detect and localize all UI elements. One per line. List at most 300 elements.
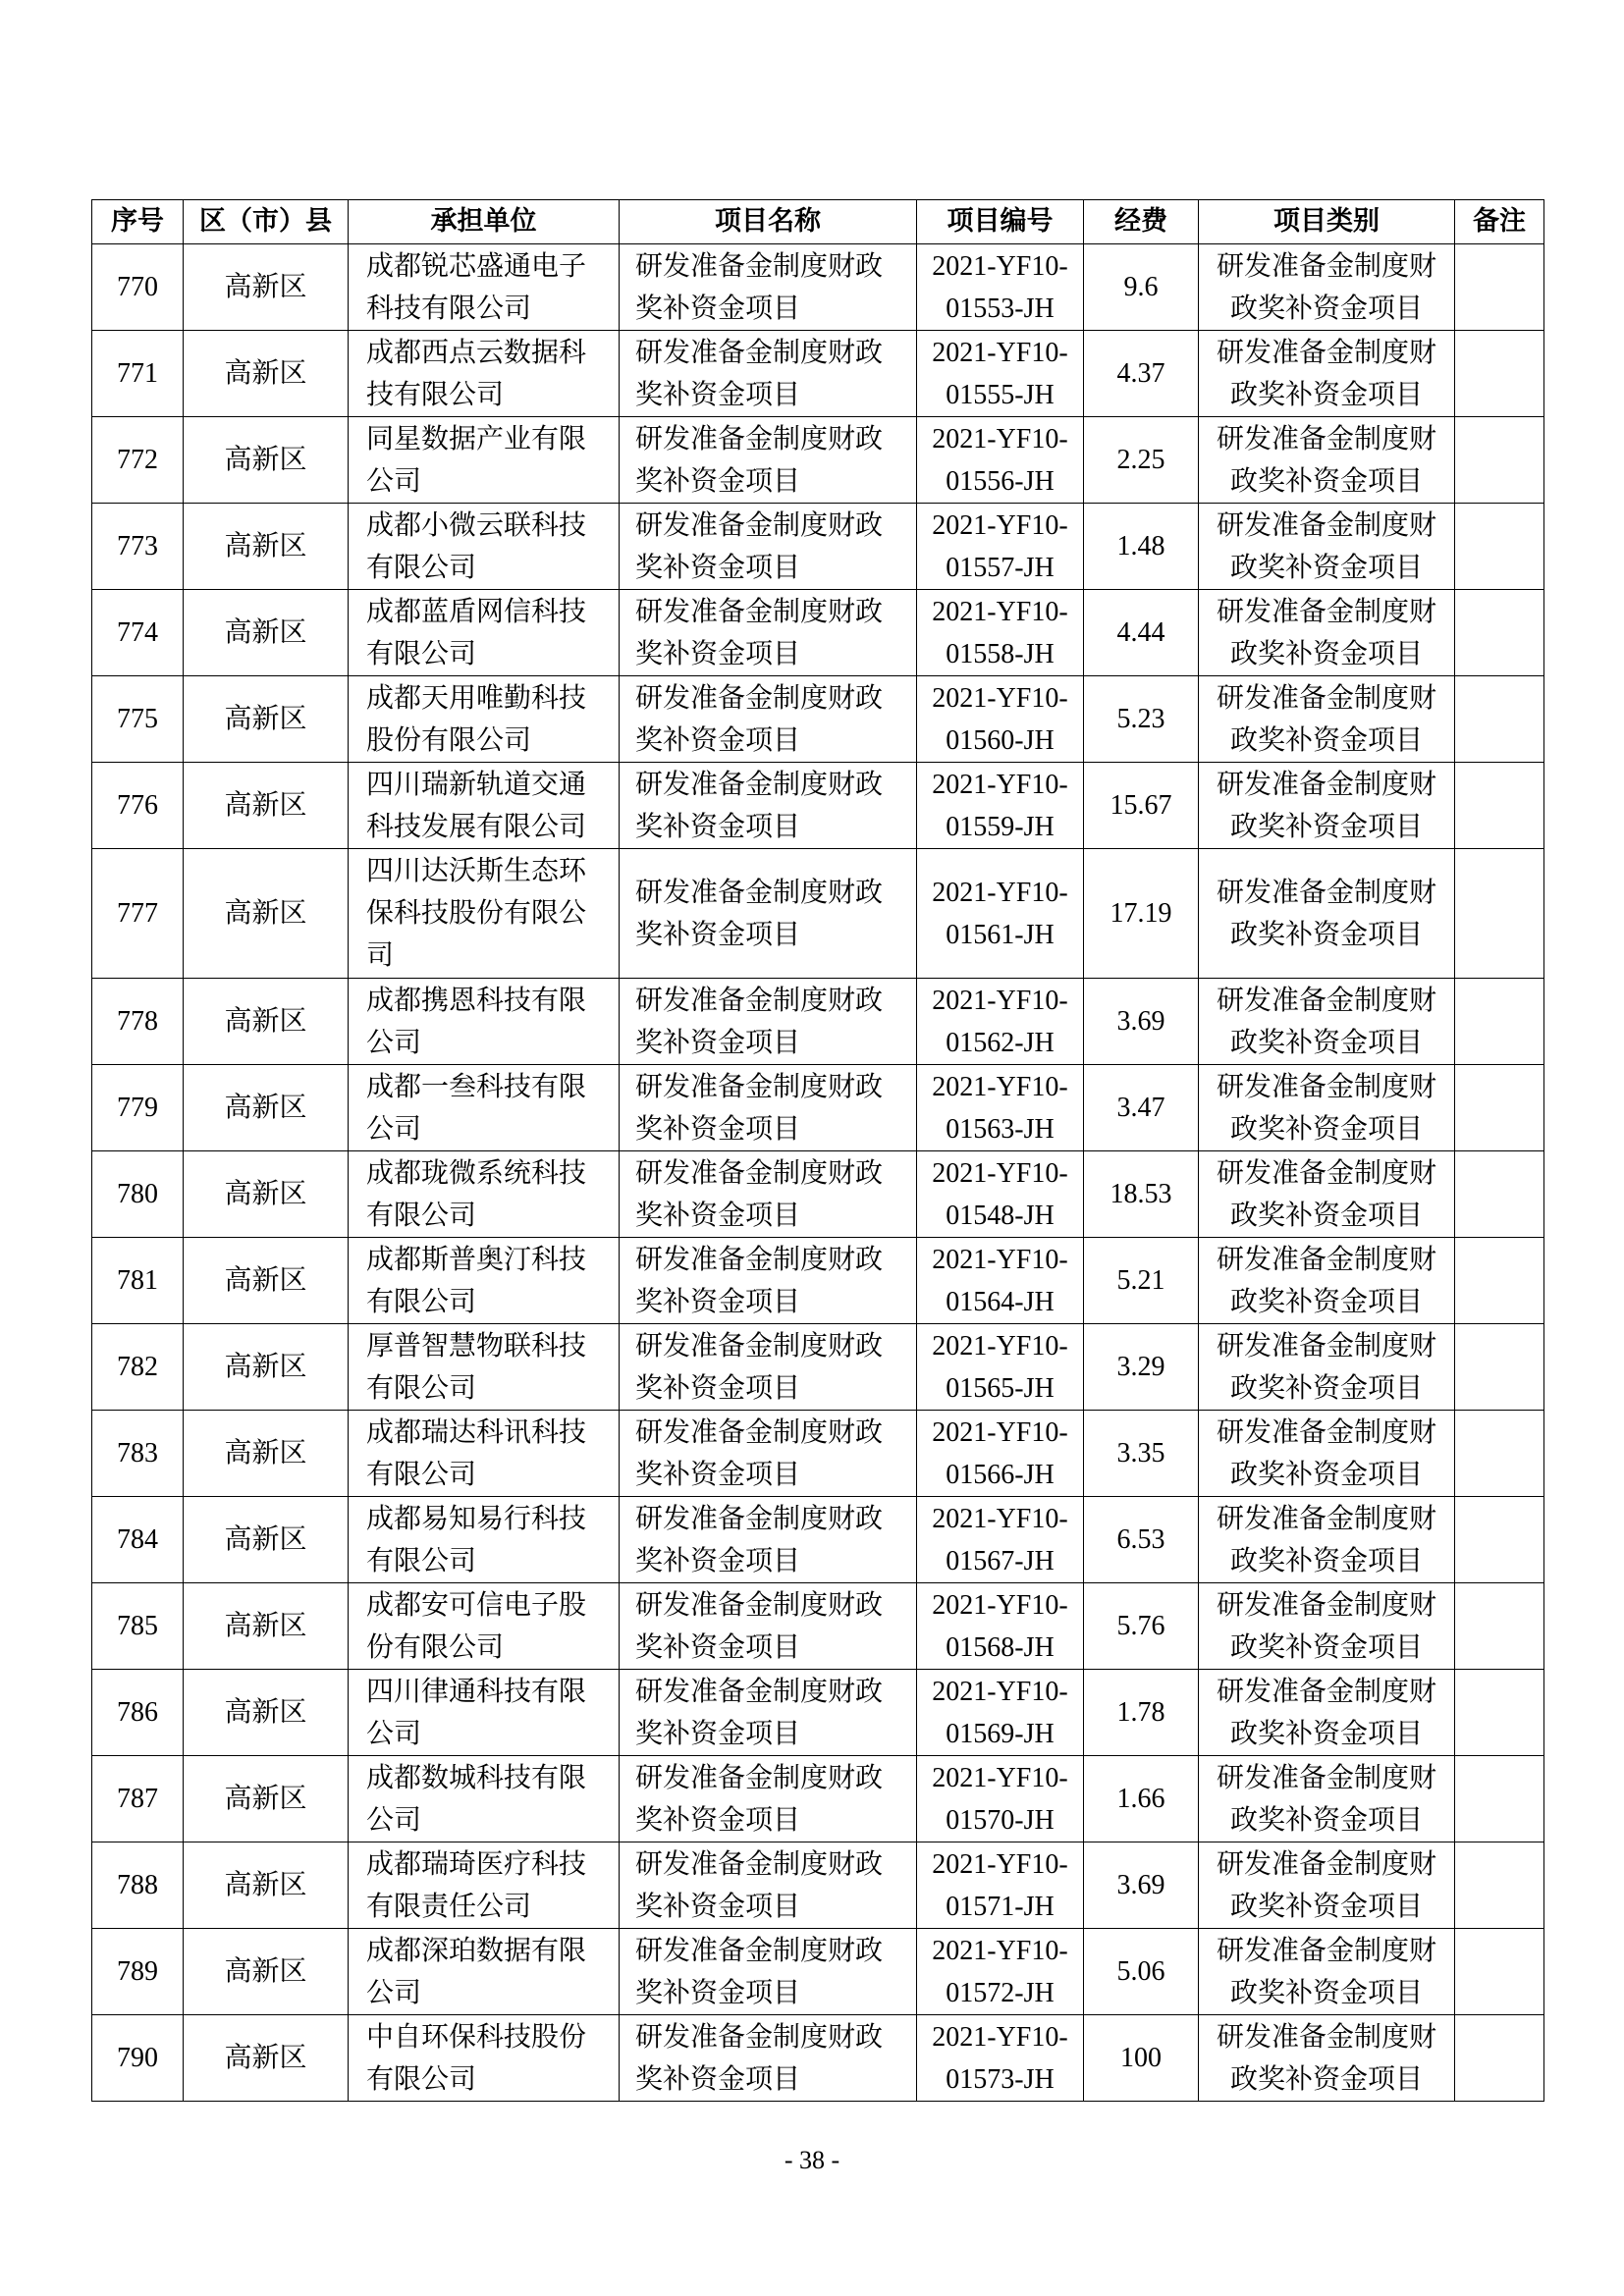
cell-remark xyxy=(1455,979,1544,1065)
cell-unit xyxy=(349,1238,620,1324)
cell-category xyxy=(1199,1756,1455,1842)
header-project-code: 项目编号 xyxy=(917,200,1084,244)
cell-serial: 774 xyxy=(92,590,184,676)
cell-funding: 1.78 xyxy=(1084,1670,1199,1756)
table-row xyxy=(92,1842,1544,1929)
cell-remark xyxy=(1455,1411,1544,1497)
cell-category-line: 研发准备金制度财 xyxy=(1216,1330,1436,1362)
cell-category xyxy=(1199,1670,1455,1756)
cell-remark xyxy=(1455,676,1544,763)
cell-project-code-line: 01561-JH xyxy=(946,919,1055,950)
cell-project-name-line: 奖补资金项目 xyxy=(635,811,801,842)
cell-serial: 770 xyxy=(92,244,184,331)
cell-project-code xyxy=(917,244,1084,331)
cell-project-name xyxy=(620,1670,917,1756)
cell-project-name-line: 奖补资金项目 xyxy=(635,379,801,410)
cell-category xyxy=(1199,849,1455,979)
cell-project-name-line: 研发准备金制度财政 xyxy=(635,596,884,627)
cell-district: 高新区 xyxy=(184,1929,349,2015)
cell-project-code xyxy=(917,1842,1084,1929)
table-row xyxy=(92,1929,1544,2015)
cell-category-line: 政奖补资金项目 xyxy=(1229,2063,1423,2095)
cell-project-name xyxy=(620,504,917,590)
header-row xyxy=(92,200,1544,244)
cell-project-code-line: 01567-JH xyxy=(946,1545,1055,1576)
cell-unit-line: 有限公司 xyxy=(366,638,477,669)
cell-project-name-line: 奖补资金项目 xyxy=(635,1200,801,1231)
cell-category-line: 政奖补资金项目 xyxy=(1229,552,1423,583)
cell-project-code xyxy=(917,1583,1084,1670)
table-row xyxy=(92,417,1544,504)
cell-project-name-line: 研发准备金制度财政 xyxy=(635,1762,884,1793)
cell-project-code xyxy=(917,1065,1084,1151)
cell-project-name-line: 研发准备金制度财政 xyxy=(635,985,884,1016)
cell-category-line: 政奖补资金项目 xyxy=(1229,638,1423,669)
cell-project-code-line: 2021-YF10- xyxy=(932,1416,1068,1448)
cell-category-line: 研发准备金制度财 xyxy=(1216,1589,1436,1621)
cell-project-name-line: 奖补资金项目 xyxy=(635,293,801,324)
cell-unit-line: 成都小微云联科技 xyxy=(366,509,587,541)
cell-category-line: 政奖补资金项目 xyxy=(1229,1804,1423,1836)
cell-district: 高新区 xyxy=(184,849,349,979)
cell-unit xyxy=(349,244,620,331)
cell-project-code-line: 2021-YF10- xyxy=(932,509,1068,541)
cell-project-code xyxy=(917,417,1084,504)
cell-category-line: 研发准备金制度财 xyxy=(1216,423,1436,454)
cell-serial: 783 xyxy=(92,1411,184,1497)
cell-category-line: 政奖补资金项目 xyxy=(1229,811,1423,842)
cell-category-line: 政奖补资金项目 xyxy=(1229,379,1423,410)
cell-remark xyxy=(1455,1497,1544,1583)
cell-unit-line: 份有限公司 xyxy=(366,1631,505,1663)
cell-unit xyxy=(349,763,620,849)
cell-category xyxy=(1199,1497,1455,1583)
cell-project-name-line: 奖补资金项目 xyxy=(635,552,801,583)
cell-project-name-line: 奖补资金项目 xyxy=(635,919,801,950)
cell-category xyxy=(1199,1929,1455,2015)
cell-unit-line: 成都数城科技有限 xyxy=(366,1762,587,1793)
cell-district: 高新区 xyxy=(184,331,349,417)
cell-unit xyxy=(349,849,620,979)
cell-unit-line: 公司 xyxy=(366,1718,422,1749)
cell-district: 高新区 xyxy=(184,676,349,763)
cell-project-name xyxy=(620,979,917,1065)
cell-project-name-line: 研发准备金制度财政 xyxy=(635,1071,884,1102)
cell-project-name-line: 奖补资金项目 xyxy=(635,1027,801,1058)
table-row xyxy=(92,979,1544,1065)
cell-serial: 772 xyxy=(92,417,184,504)
cell-funding: 6.53 xyxy=(1084,1497,1199,1583)
cell-category-line: 研发准备金制度财 xyxy=(1216,2021,1436,2053)
cell-unit-line: 司 xyxy=(366,940,395,971)
cell-project-code xyxy=(917,590,1084,676)
cell-unit-line: 科技有限公司 xyxy=(366,293,532,324)
cell-project-name-line: 奖补资金项目 xyxy=(635,1113,801,1145)
cell-project-code xyxy=(917,1756,1084,1842)
cell-project-name-line: 研发准备金制度财政 xyxy=(635,769,884,800)
cell-project-code xyxy=(917,1151,1084,1238)
cell-category xyxy=(1199,590,1455,676)
cell-unit-line: 中自环保科技股份 xyxy=(366,2021,587,2053)
cell-project-name xyxy=(620,1842,917,1929)
cell-remark xyxy=(1455,1151,1544,1238)
cell-category-line: 研发准备金制度财 xyxy=(1216,250,1436,282)
cell-funding: 3.35 xyxy=(1084,1411,1199,1497)
cell-unit-line: 成都锐芯盛通电子 xyxy=(366,250,587,282)
cell-category-line: 研发准备金制度财 xyxy=(1216,682,1436,714)
table-row xyxy=(92,849,1544,979)
cell-unit xyxy=(349,504,620,590)
cell-project-code-line: 01558-JH xyxy=(946,638,1055,669)
cell-category-line: 政奖补资金项目 xyxy=(1229,1891,1423,1922)
cell-project-code-line: 2021-YF10- xyxy=(932,1330,1068,1362)
cell-project-code-line: 01562-JH xyxy=(946,1027,1055,1058)
cell-unit xyxy=(349,1324,620,1411)
cell-unit-line: 有限公司 xyxy=(366,1545,477,1576)
table-row xyxy=(92,1756,1544,1842)
cell-project-name-line: 奖补资金项目 xyxy=(635,1977,801,2008)
cell-remark xyxy=(1455,1238,1544,1324)
cell-project-name-line: 研发准备金制度财政 xyxy=(635,1589,884,1621)
cell-project-code xyxy=(917,1238,1084,1324)
cell-project-name-line: 研发准备金制度财政 xyxy=(635,423,884,454)
table-row xyxy=(92,590,1544,676)
cell-project-code-line: 01571-JH xyxy=(946,1891,1055,1922)
cell-remark xyxy=(1455,2015,1544,2102)
cell-project-name-line: 研发准备金制度财政 xyxy=(635,1935,884,1966)
cell-funding: 2.25 xyxy=(1084,417,1199,504)
cell-project-code-line: 01569-JH xyxy=(946,1718,1055,1749)
cell-unit-line: 厚普智慧物联科技 xyxy=(366,1330,587,1362)
cell-project-code xyxy=(917,1670,1084,1756)
table-row xyxy=(92,1670,1544,1756)
cell-project-code-line: 2021-YF10- xyxy=(932,985,1068,1016)
cell-project-name-line: 研发准备金制度财政 xyxy=(635,1848,884,1880)
cell-unit-line: 有限公司 xyxy=(366,2063,477,2095)
cell-project-name xyxy=(620,417,917,504)
cell-unit xyxy=(349,979,620,1065)
cell-project-name xyxy=(620,244,917,331)
table-row xyxy=(92,1324,1544,1411)
cell-remark xyxy=(1455,763,1544,849)
cell-serial: 781 xyxy=(92,1238,184,1324)
cell-category xyxy=(1199,331,1455,417)
cell-category-line: 研发准备金制度财 xyxy=(1216,1503,1436,1534)
cell-remark xyxy=(1455,331,1544,417)
cell-project-name-line: 奖补资金项目 xyxy=(635,724,801,756)
cell-project-code xyxy=(917,676,1084,763)
cell-project-code-line: 2021-YF10- xyxy=(932,2021,1068,2053)
cell-funding: 18.53 xyxy=(1084,1151,1199,1238)
cell-category-line: 研发准备金制度财 xyxy=(1216,1676,1436,1707)
cell-project-code xyxy=(917,1497,1084,1583)
cell-category xyxy=(1199,1324,1455,1411)
cell-category xyxy=(1199,979,1455,1065)
cell-project-code-line: 01556-JH xyxy=(946,465,1055,497)
cell-serial: 789 xyxy=(92,1929,184,2015)
header-funding: 经费 xyxy=(1084,200,1199,244)
cell-unit-line: 有限公司 xyxy=(366,1459,477,1490)
cell-project-name-line: 奖补资金项目 xyxy=(635,1804,801,1836)
table-row xyxy=(92,1151,1544,1238)
table-row xyxy=(92,1065,1544,1151)
cell-funding: 5.23 xyxy=(1084,676,1199,763)
table-row xyxy=(92,1583,1544,1670)
cell-category xyxy=(1199,417,1455,504)
cell-project-code-line: 2021-YF10- xyxy=(932,1503,1068,1534)
cell-project-name-line: 研发准备金制度财政 xyxy=(635,1244,884,1275)
cell-funding: 4.44 xyxy=(1084,590,1199,676)
cell-category-line: 政奖补资金项目 xyxy=(1229,1200,1423,1231)
cell-unit-line: 成都瑞琦医疗科技 xyxy=(366,1848,587,1880)
cell-project-name xyxy=(620,1497,917,1583)
cell-project-code-line: 2021-YF10- xyxy=(932,1244,1068,1275)
page-number: - 38 - xyxy=(784,2146,840,2174)
cell-project-name-line: 奖补资金项目 xyxy=(635,1459,801,1490)
cell-category-line: 研发准备金制度财 xyxy=(1216,1157,1436,1189)
cell-district: 高新区 xyxy=(184,1411,349,1497)
cell-funding: 3.69 xyxy=(1084,1842,1199,1929)
cell-unit-line: 成都安可信电子股 xyxy=(366,1589,587,1621)
cell-unit xyxy=(349,1842,620,1929)
cell-category xyxy=(1199,504,1455,590)
cell-project-name xyxy=(620,1929,917,2015)
cell-project-name xyxy=(620,1065,917,1151)
cell-unit-line: 技有限公司 xyxy=(366,379,505,410)
header-district: 区（市）县 xyxy=(184,200,349,244)
cell-project-code xyxy=(917,1324,1084,1411)
cell-project-name-line: 研发准备金制度财政 xyxy=(635,1330,884,1362)
cell-project-name-line: 奖补资金项目 xyxy=(635,1631,801,1663)
cell-unit-line: 公司 xyxy=(366,1804,422,1836)
table-row xyxy=(92,1238,1544,1324)
cell-serial: 782 xyxy=(92,1324,184,1411)
cell-project-name xyxy=(620,1411,917,1497)
header-unit: 承担单位 xyxy=(349,200,620,244)
cell-project-name-line: 奖补资金项目 xyxy=(635,1545,801,1576)
cell-funding: 4.37 xyxy=(1084,331,1199,417)
cell-project-name xyxy=(620,1238,917,1324)
cell-unit-line: 成都珑微系统科技 xyxy=(366,1157,587,1189)
cell-serial: 776 xyxy=(92,763,184,849)
cell-project-code xyxy=(917,2015,1084,2102)
cell-remark xyxy=(1455,1324,1544,1411)
cell-unit-line: 成都斯普奥汀科技 xyxy=(366,1244,587,1275)
cell-remark xyxy=(1455,1670,1544,1756)
cell-project-code-line: 01559-JH xyxy=(946,811,1055,842)
table-row xyxy=(92,244,1544,331)
cell-project-code-line: 2021-YF10- xyxy=(932,337,1068,368)
cell-project-name-line: 奖补资金项目 xyxy=(635,638,801,669)
cell-project-name-line: 奖补资金项目 xyxy=(635,1718,801,1749)
cell-unit xyxy=(349,1497,620,1583)
cell-district: 高新区 xyxy=(184,504,349,590)
cell-unit-line: 有限公司 xyxy=(366,1286,477,1317)
cell-project-code-line: 01564-JH xyxy=(946,1286,1055,1317)
cell-funding: 5.06 xyxy=(1084,1929,1199,2015)
cell-unit-line: 成都蓝盾网信科技 xyxy=(366,596,587,627)
cell-district: 高新区 xyxy=(184,2015,349,2102)
cell-district: 高新区 xyxy=(184,1670,349,1756)
cell-unit-line: 成都西点云数据科 xyxy=(366,337,587,368)
cell-unit-line: 成都瑞达科讯科技 xyxy=(366,1416,587,1448)
cell-category-line: 政奖补资金项目 xyxy=(1229,1372,1423,1404)
cell-project-code-line: 01555-JH xyxy=(946,379,1055,410)
cell-funding: 5.76 xyxy=(1084,1583,1199,1670)
header-remark: 备注 xyxy=(1455,200,1544,244)
cell-project-name-line: 研发准备金制度财政 xyxy=(635,1676,884,1707)
cell-project-code-line: 01573-JH xyxy=(946,2063,1055,2095)
cell-district: 高新区 xyxy=(184,979,349,1065)
cell-category xyxy=(1199,1411,1455,1497)
table-row xyxy=(92,504,1544,590)
cell-category-line: 研发准备金制度财 xyxy=(1216,985,1436,1016)
cell-unit-line: 公司 xyxy=(366,1027,422,1058)
cell-funding: 1.66 xyxy=(1084,1756,1199,1842)
cell-serial: 778 xyxy=(92,979,184,1065)
cell-category-line: 研发准备金制度财 xyxy=(1216,1416,1436,1448)
cell-category-line: 研发准备金制度财 xyxy=(1216,1762,1436,1793)
cell-unit-line: 四川律通科技有限 xyxy=(366,1676,587,1707)
cell-unit xyxy=(349,1670,620,1756)
cell-project-code-line: 2021-YF10- xyxy=(932,596,1068,627)
cell-serial: 773 xyxy=(92,504,184,590)
cell-funding: 9.6 xyxy=(1084,244,1199,331)
cell-project-name xyxy=(620,1324,917,1411)
cell-project-code-line: 01568-JH xyxy=(946,1631,1055,1663)
table-row xyxy=(92,1497,1544,1583)
cell-remark xyxy=(1455,417,1544,504)
cell-category-line: 研发准备金制度财 xyxy=(1216,1244,1436,1275)
cell-unit-line: 有限公司 xyxy=(366,552,477,583)
cell-category xyxy=(1199,1238,1455,1324)
cell-serial: 790 xyxy=(92,2015,184,2102)
cell-unit xyxy=(349,1756,620,1842)
cell-project-name-line: 奖补资金项目 xyxy=(635,465,801,497)
cell-unit xyxy=(349,1065,620,1151)
cell-project-name xyxy=(620,1151,917,1238)
cell-unit xyxy=(349,417,620,504)
cell-project-name-line: 奖补资金项目 xyxy=(635,1891,801,1922)
cell-project-name-line: 研发准备金制度财政 xyxy=(635,1416,884,1448)
cell-project-code-line: 01548-JH xyxy=(946,1200,1055,1231)
cell-category-line: 研发准备金制度财 xyxy=(1216,769,1436,800)
cell-funding: 3.69 xyxy=(1084,979,1199,1065)
cell-project-code-line: 01570-JH xyxy=(946,1804,1055,1836)
cell-project-code-line: 01572-JH xyxy=(946,1977,1055,2008)
table-row xyxy=(92,2015,1544,2102)
cell-unit xyxy=(349,2015,620,2102)
cell-district: 高新区 xyxy=(184,590,349,676)
cell-project-name-line: 研发准备金制度财政 xyxy=(635,250,884,282)
cell-funding: 17.19 xyxy=(1084,849,1199,979)
cell-project-code-line: 2021-YF10- xyxy=(932,769,1068,800)
cell-category xyxy=(1199,1065,1455,1151)
table-row xyxy=(92,1411,1544,1497)
cell-category-line: 研发准备金制度财 xyxy=(1216,1848,1436,1880)
cell-district: 高新区 xyxy=(184,1151,349,1238)
cell-unit-line: 股份有限公司 xyxy=(366,724,532,756)
cell-unit-line: 有限责任公司 xyxy=(366,1891,532,1922)
cell-remark xyxy=(1455,244,1544,331)
cell-category-line: 政奖补资金项目 xyxy=(1229,293,1423,324)
cell-project-code xyxy=(917,1929,1084,2015)
cell-project-name xyxy=(620,331,917,417)
cell-category-line: 研发准备金制度财 xyxy=(1216,1071,1436,1102)
cell-category xyxy=(1199,2015,1455,2102)
cell-unit-line: 成都一叁科技有限 xyxy=(366,1071,587,1102)
cell-serial: 777 xyxy=(92,849,184,979)
cell-funding: 1.48 xyxy=(1084,504,1199,590)
cell-category-line: 研发准备金制度财 xyxy=(1216,509,1436,541)
cell-project-code xyxy=(917,1411,1084,1497)
cell-category-line: 政奖补资金项目 xyxy=(1229,724,1423,756)
cell-funding: 15.67 xyxy=(1084,763,1199,849)
cell-category-line: 政奖补资金项目 xyxy=(1229,1977,1423,2008)
cell-project-code xyxy=(917,331,1084,417)
cell-remark xyxy=(1455,849,1544,979)
cell-unit-line: 成都易知易行科技 xyxy=(366,1503,587,1534)
cell-funding: 5.21 xyxy=(1084,1238,1199,1324)
cell-project-name-line: 奖补资金项目 xyxy=(635,2063,801,2095)
cell-project-name-line: 研发准备金制度财政 xyxy=(635,1157,884,1189)
cell-remark xyxy=(1455,1842,1544,1929)
cell-project-name xyxy=(620,590,917,676)
cell-unit-line: 四川瑞新轨道交通 xyxy=(366,769,587,800)
cell-project-code-line: 2021-YF10- xyxy=(932,1589,1068,1621)
cell-project-code-line: 01565-JH xyxy=(946,1372,1055,1404)
cell-project-name xyxy=(620,676,917,763)
cell-category-line: 政奖补资金项目 xyxy=(1229,1286,1423,1317)
cell-project-name xyxy=(620,2015,917,2102)
cell-unit-line: 同星数据产业有限 xyxy=(366,423,587,454)
cell-remark xyxy=(1455,1065,1544,1151)
table-header xyxy=(92,200,1544,244)
cell-category xyxy=(1199,1583,1455,1670)
cell-unit-line: 公司 xyxy=(366,1113,422,1145)
cell-category-line: 研发准备金制度财 xyxy=(1216,337,1436,368)
cell-funding: 3.29 xyxy=(1084,1324,1199,1411)
cell-category-line: 研发准备金制度财 xyxy=(1216,877,1436,908)
header-project-name: 项目名称 xyxy=(620,200,917,244)
cell-serial: 780 xyxy=(92,1151,184,1238)
cell-district: 高新区 xyxy=(184,763,349,849)
cell-unit-line: 公司 xyxy=(366,1977,422,2008)
cell-unit-line: 四川达沃斯生态环 xyxy=(366,856,587,886)
cell-district: 高新区 xyxy=(184,417,349,504)
cell-category-line: 政奖补资金项目 xyxy=(1229,1113,1423,1145)
cell-unit xyxy=(349,676,620,763)
cell-district: 高新区 xyxy=(184,1497,349,1583)
cell-category-line: 政奖补资金项目 xyxy=(1229,1459,1423,1490)
table-row xyxy=(92,763,1544,849)
cell-project-name-line: 奖补资金项目 xyxy=(635,1372,801,1404)
cell-category xyxy=(1199,244,1455,331)
cell-category-line: 政奖补资金项目 xyxy=(1229,919,1423,950)
project-table xyxy=(91,199,1544,2102)
cell-category xyxy=(1199,763,1455,849)
cell-project-name-line: 研发准备金制度财政 xyxy=(635,1503,884,1534)
cell-project-code-line: 2021-YF10- xyxy=(932,877,1068,908)
table-row xyxy=(92,331,1544,417)
cell-category-line: 政奖补资金项目 xyxy=(1229,1027,1423,1058)
cell-district: 高新区 xyxy=(184,1842,349,1929)
cell-project-code xyxy=(917,504,1084,590)
table-row xyxy=(92,676,1544,763)
cell-serial: 779 xyxy=(92,1065,184,1151)
cell-unit-line: 有限公司 xyxy=(366,1372,477,1404)
cell-unit xyxy=(349,1411,620,1497)
